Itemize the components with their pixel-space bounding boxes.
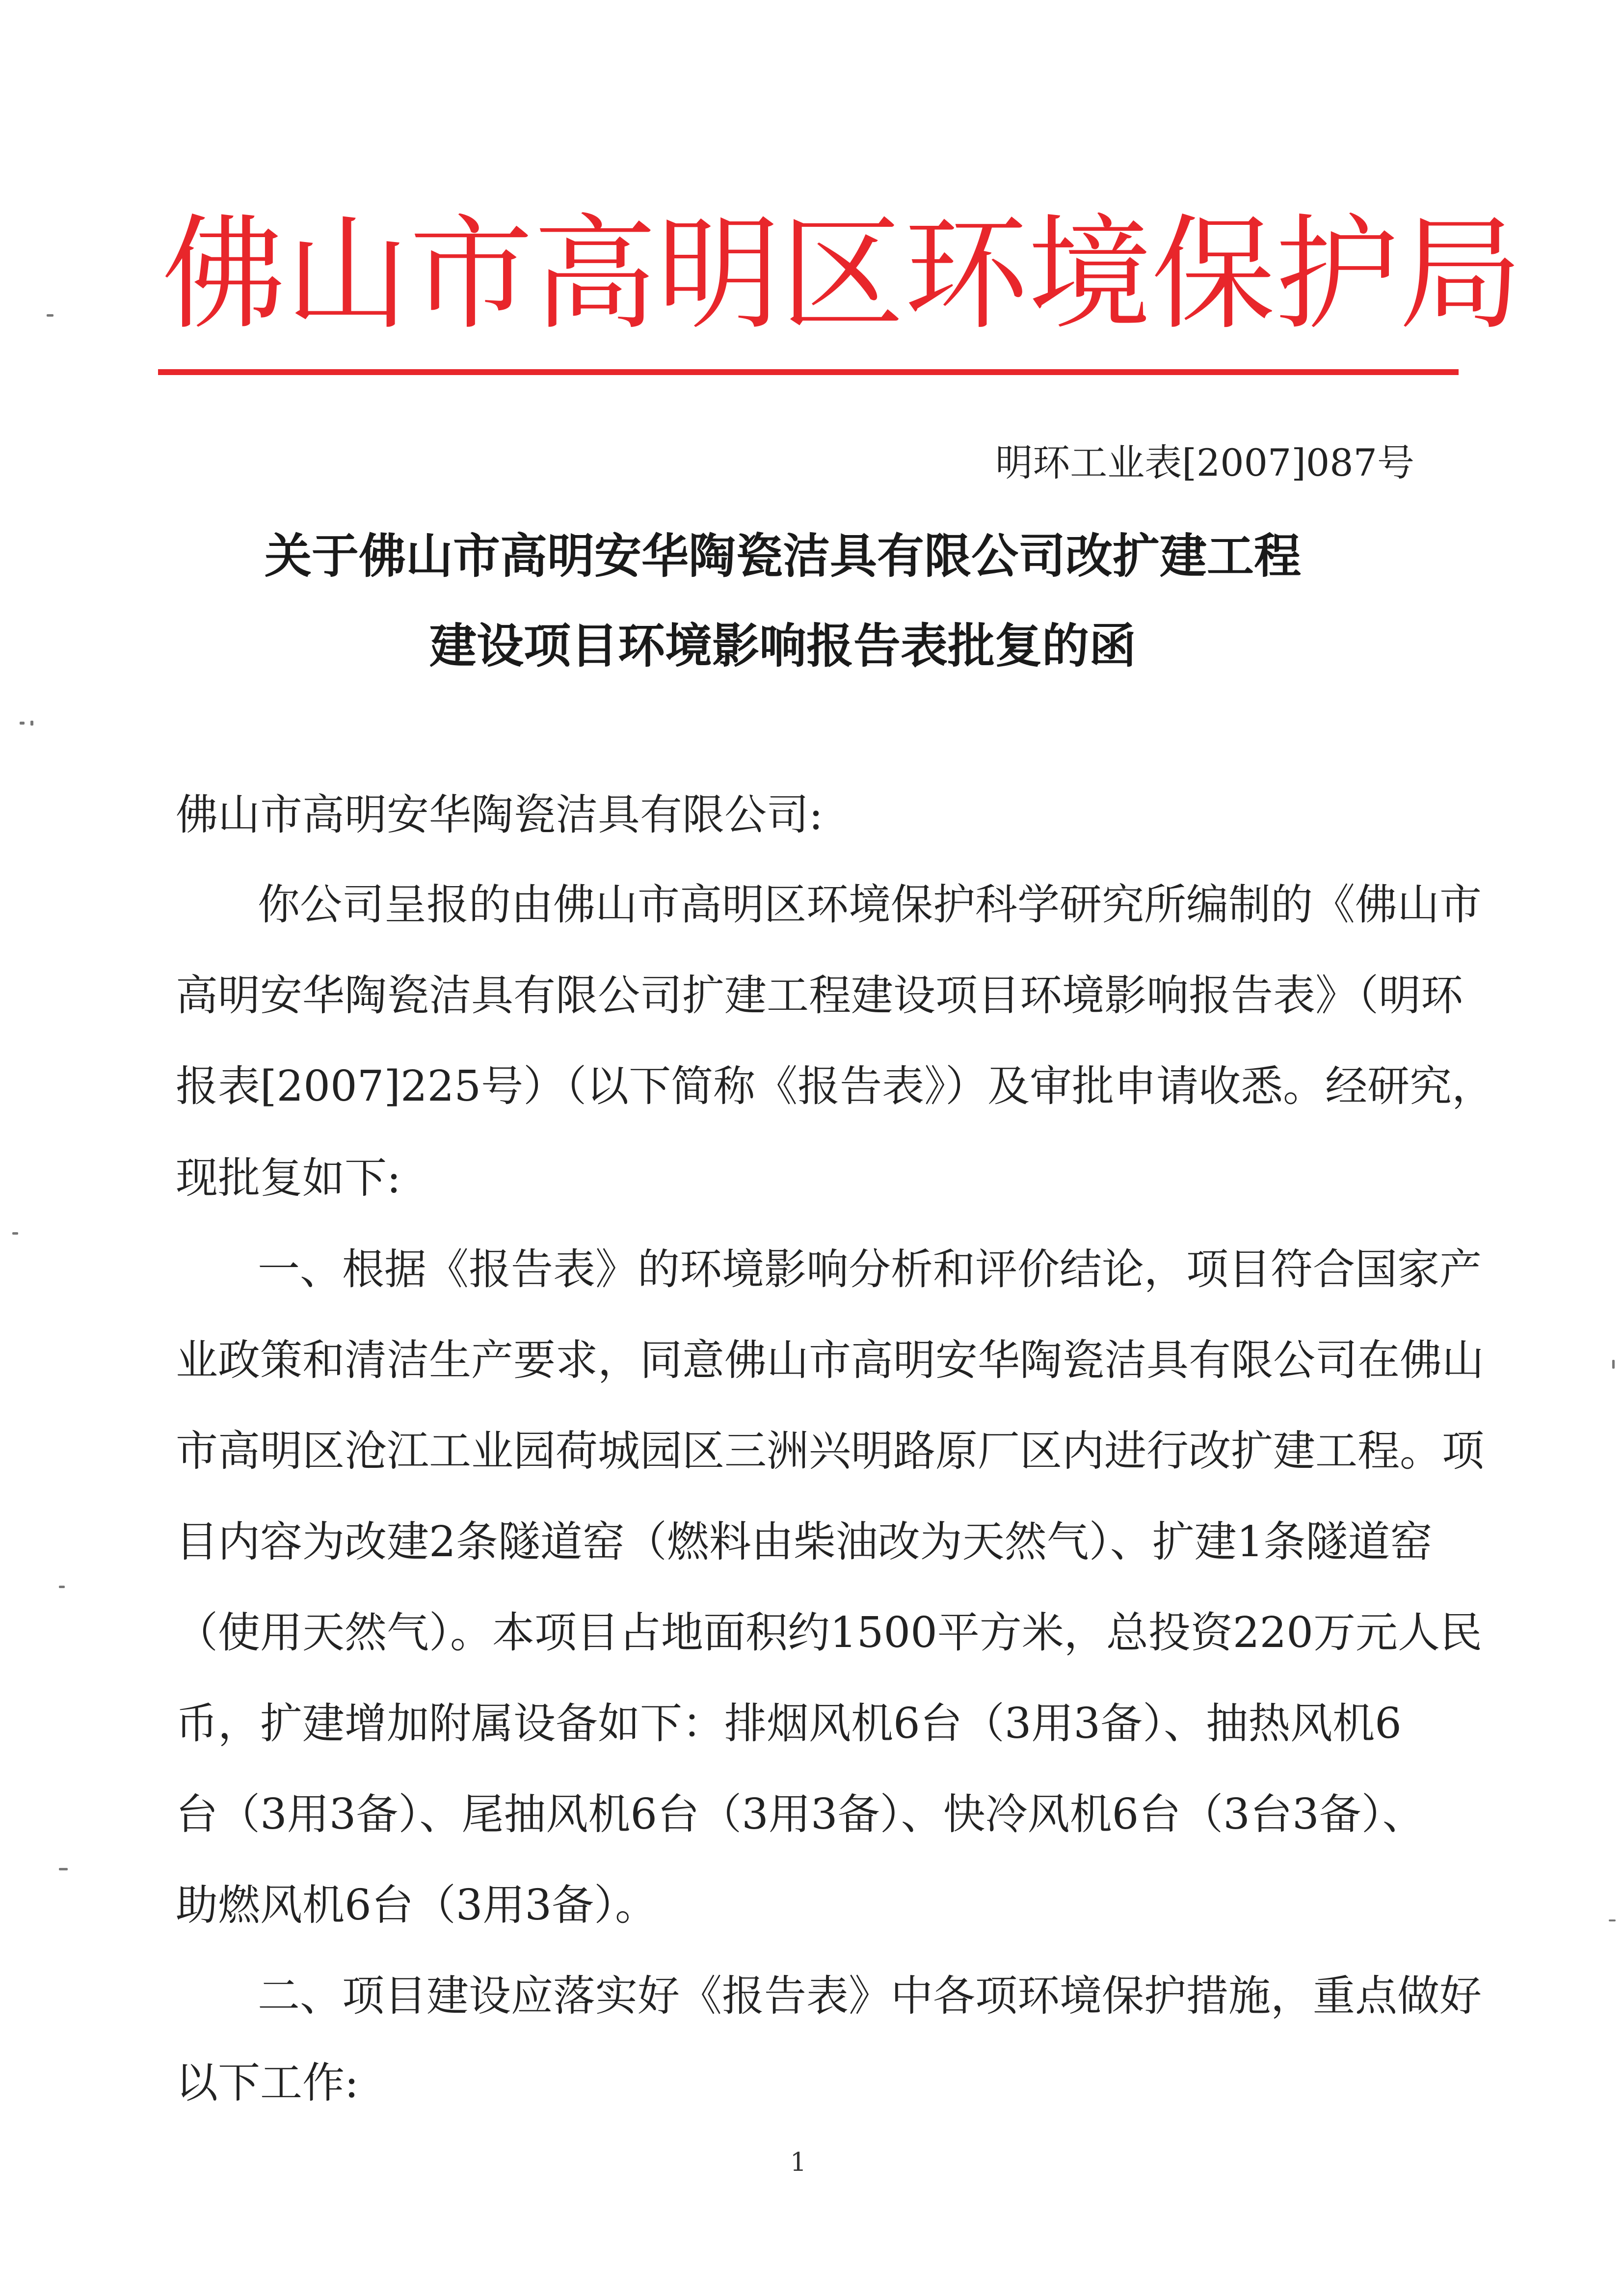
scan-speck — [1609, 1919, 1616, 1921]
paragraph-1-line: 报表[2007]225号）（以下简称《报告表》）及审批申请收悉。经研究， — [176, 1062, 1494, 1111]
paragraph-1-line: 高明安华陶瓷洁具有限公司扩建工程建设项目环境影响报告表》（明环 — [176, 971, 1463, 1020]
paragraph-2-line: 市高明区沧江工业园荷城园区三洲兴明路原厂区内进行改扩建工程。项 — [176, 1427, 1484, 1476]
letterhead-char: 佛 — [162, 203, 286, 347]
paragraph-2-line: 业政策和清洁生产要求，同意佛山市高明安华陶瓷洁具有限公司在佛山 — [176, 1336, 1484, 1385]
letterhead-char: 环 — [904, 203, 1028, 347]
letterhead-title — [162, 201, 1523, 349]
document-title-line-2: 建设项目环境影响报告表批复的函 — [429, 618, 1136, 674]
paragraph-2-line: 币，扩建增加附属设备如下：排烟风机6台（3用3备）、抽热风机6 — [176, 1699, 1402, 1748]
letterhead-char: 明 — [657, 203, 781, 347]
letterhead-char: 护 — [1275, 203, 1399, 347]
addressee: 佛山市高明安华陶瓷洁具有限公司: — [176, 790, 823, 839]
scan-speck — [1612, 1360, 1615, 1369]
letterhead-char: 市 — [409, 203, 533, 347]
paragraph-2-line: （使用天然气）。本项目占地面积约1500平方米，总投资220万元人民 — [176, 1608, 1483, 1657]
paragraph-2-line: 助燃风机6台（3用3备）。 — [176, 1881, 658, 1930]
document-number: 明环工业表[2007]087号 — [995, 441, 1414, 485]
letterhead-char: 高 — [533, 203, 657, 347]
page-number: 1 — [790, 2148, 807, 2177]
paragraph-3-line: 二、项目建设应落实好《报告表》中各项环境保护措施，重点做好 — [258, 1972, 1482, 2021]
paragraph-2-line: 目内容为改建2条隧道窑（燃料由柴油改为天然气）、扩建1条隧道窑 — [176, 1517, 1433, 1567]
scan-speck — [59, 1586, 65, 1588]
scan-speck — [47, 314, 53, 317]
letterhead-divider — [158, 369, 1459, 375]
paragraph-2-line: 台（3用3备）、尾抽风机6台（3用3备）、快冷风机6台（3台3备）、 — [176, 1790, 1425, 1839]
letterhead-char: 保 — [1151, 203, 1276, 347]
letterhead-char: 局 — [1399, 203, 1523, 347]
paragraph-1-line: 你公司呈报的由佛山市高明区环境保护科学研究所编制的《佛山市 — [258, 880, 1482, 929]
paragraph-3-line: 以下工作: — [176, 2058, 359, 2107]
scan-speck — [30, 721, 33, 726]
paragraph-2-line: 一、根据《报告表》的环境影响分析和评价结论，项目符合国家产 — [258, 1245, 1482, 1294]
letterhead-char: 境 — [1028, 203, 1152, 347]
letterhead-char: 区 — [780, 203, 905, 347]
scan-speck — [59, 1868, 68, 1870]
paragraph-1-line: 现批复如下: — [176, 1154, 401, 1203]
scan-speck — [12, 1232, 18, 1235]
scan-speck — [20, 722, 25, 725]
letterhead-char: 山 — [286, 203, 410, 347]
document-title-line-1: 关于佛山市高明安华陶瓷洁具有限公司改扩建工程 — [265, 528, 1301, 584]
